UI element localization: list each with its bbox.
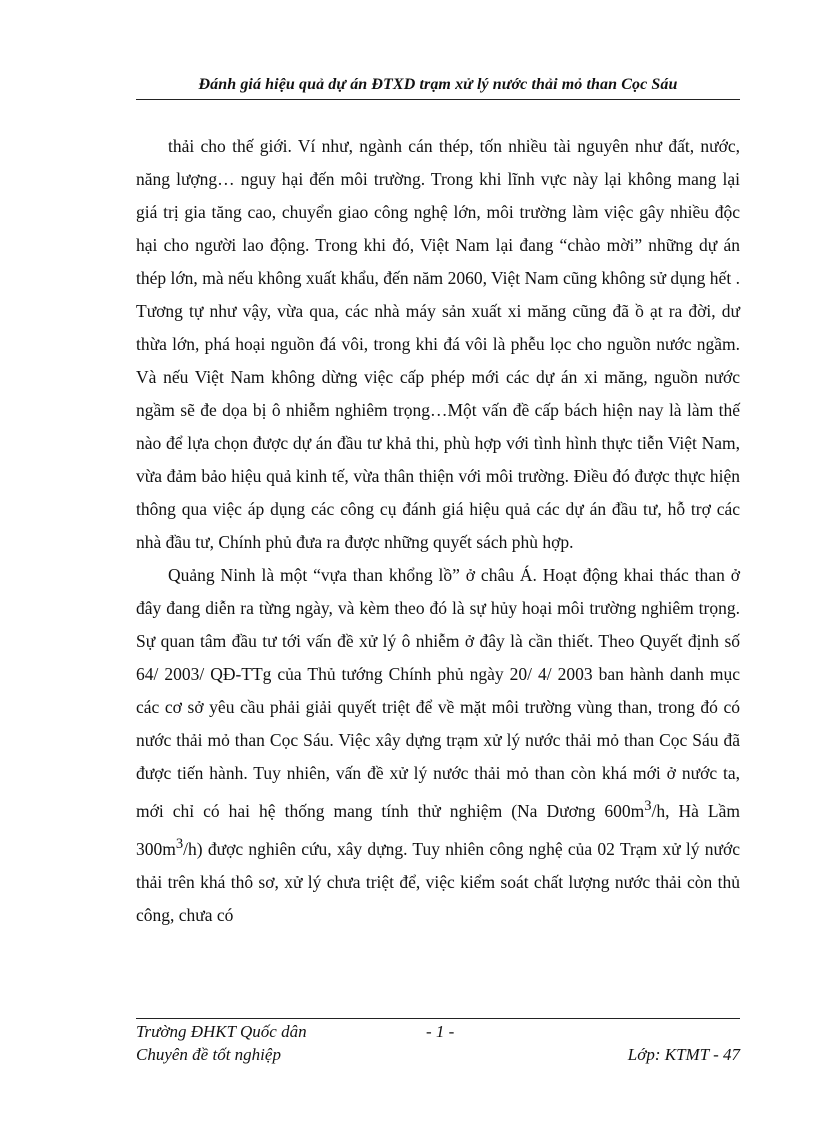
footer-row-2 [136, 1045, 740, 1069]
superscript-unit-2: 3 [175, 835, 184, 852]
paragraph-2-text-a: Quảng Ninh là một “vựa than khổng lồ” ở châu Á. Hoạt động khai thác than ở đây đang diễn ra từng ngày, và kèm theo đó là sự hủy hoại môi trường nghiêm trọng. Sự quan tâm đầu tư tới vấn đề xử lý ô nhiễm ở đây là cần thiết. Theo Quyết định số 64/ 2003/ QĐ-TTg của Thủ tướng Chính phủ ngày 20/ 4/ 2003 ban hành danh mục các cơ sở yêu cầu phải giải quyết triệt để về mặt môi trường vùng than, trong đó có nước thải mỏ than Cọc Sáu. Việc xây dựng trạm xử lý nước thải mỏ than Cọc Sáu đã được tiến hành. Tuy nhiên, vấn đề xử lý nước thải mỏ than còn khá mới ở nước ta, mới chỉ có hai hệ thống mang tính thử nghiệm (Na Dương 600m [136, 565, 740, 821]
paragraph-2-text-c: /h) được nghiên cứu, xây dựng. Tuy nhiên công nghệ của 02 Trạm xử lý nước thải trên khá thô sơ, xử lý chưa triệt để, việc kiểm soát chất lượng nước thải còn thủ công, chưa có [136, 838, 740, 925]
body-paragraph-1: thải cho thế giới. Ví như, ngành cán thép, tốn nhiều tài nguyên như đất, nước, năng lượng… nguy hại đến môi trường. Trong khi lĩnh vực này lại không mang lại giá trị gia tăng cao, chuyển giao công nghệ lớn, môi trường làm việc gây nhiều độc hại cho người lao động. Trong khi đó, Việt Nam lại đang “chào mời” những dự án thép lớn, mà nếu không xuất khẩu, đến năm 2060, Việt Nam cũng không sử dụng hết . Tương tự như vậy, vừa qua, các nhà máy sản xuất xi măng cũng đã ồ ạt ra đời, dư thừa lớn, phá hoại nguồn đá vôi, trong khi đá vôi là phễu lọc cho nguồn nước ngầm. Và nếu Việt Nam không dừng việc cấp phép mới các dự án xi măng, nguồn nước ngầm sẽ đe dọa bị ô nhiễm nghiêm trọng…Một vấn đề cấp bách hiện nay là làm thế nào để lựa chọn được dự án đầu tư khả thi, phù hợp với tình hình thực tiễn Việt Nam, vừa đảm bảo hiệu quả kinh tế, vừa thân thiện với môi trường. Điều đó được thực hiện thông qua việc áp dụng các công cụ đánh giá hiệu quả các dự án đầu tư, hỗ trợ các nhà đầu tư, Chính phủ đưa ra được những quyết sách phù hợp. [136, 136, 740, 552]
body-paragraph-2 [136, 559, 740, 932]
footer-class-label: Lớp: KTMT - 47 [627, 1045, 740, 1064]
superscript-unit-1: 3 [644, 798, 652, 814]
footer-doc-type: Chuyên đề tốt nghiệp [136, 1045, 281, 1064]
page-header-title: Đánh giá hiệu quả dự án ĐTXD trạm xử lý nước thải mỏ than Cọc Sáu [198, 76, 678, 93]
paragraph-2-text-b: /h, Hà Lầm 300m [136, 800, 740, 859]
footer-page-number: - 1 - [426, 1022, 455, 1041]
footer-school: Trường ĐHKT Quốc dân [136, 1022, 307, 1041]
footer-row-1 [136, 1022, 740, 1046]
document-body [136, 130, 740, 932]
header-divider [136, 99, 740, 100]
footer-divider [136, 1018, 740, 1019]
